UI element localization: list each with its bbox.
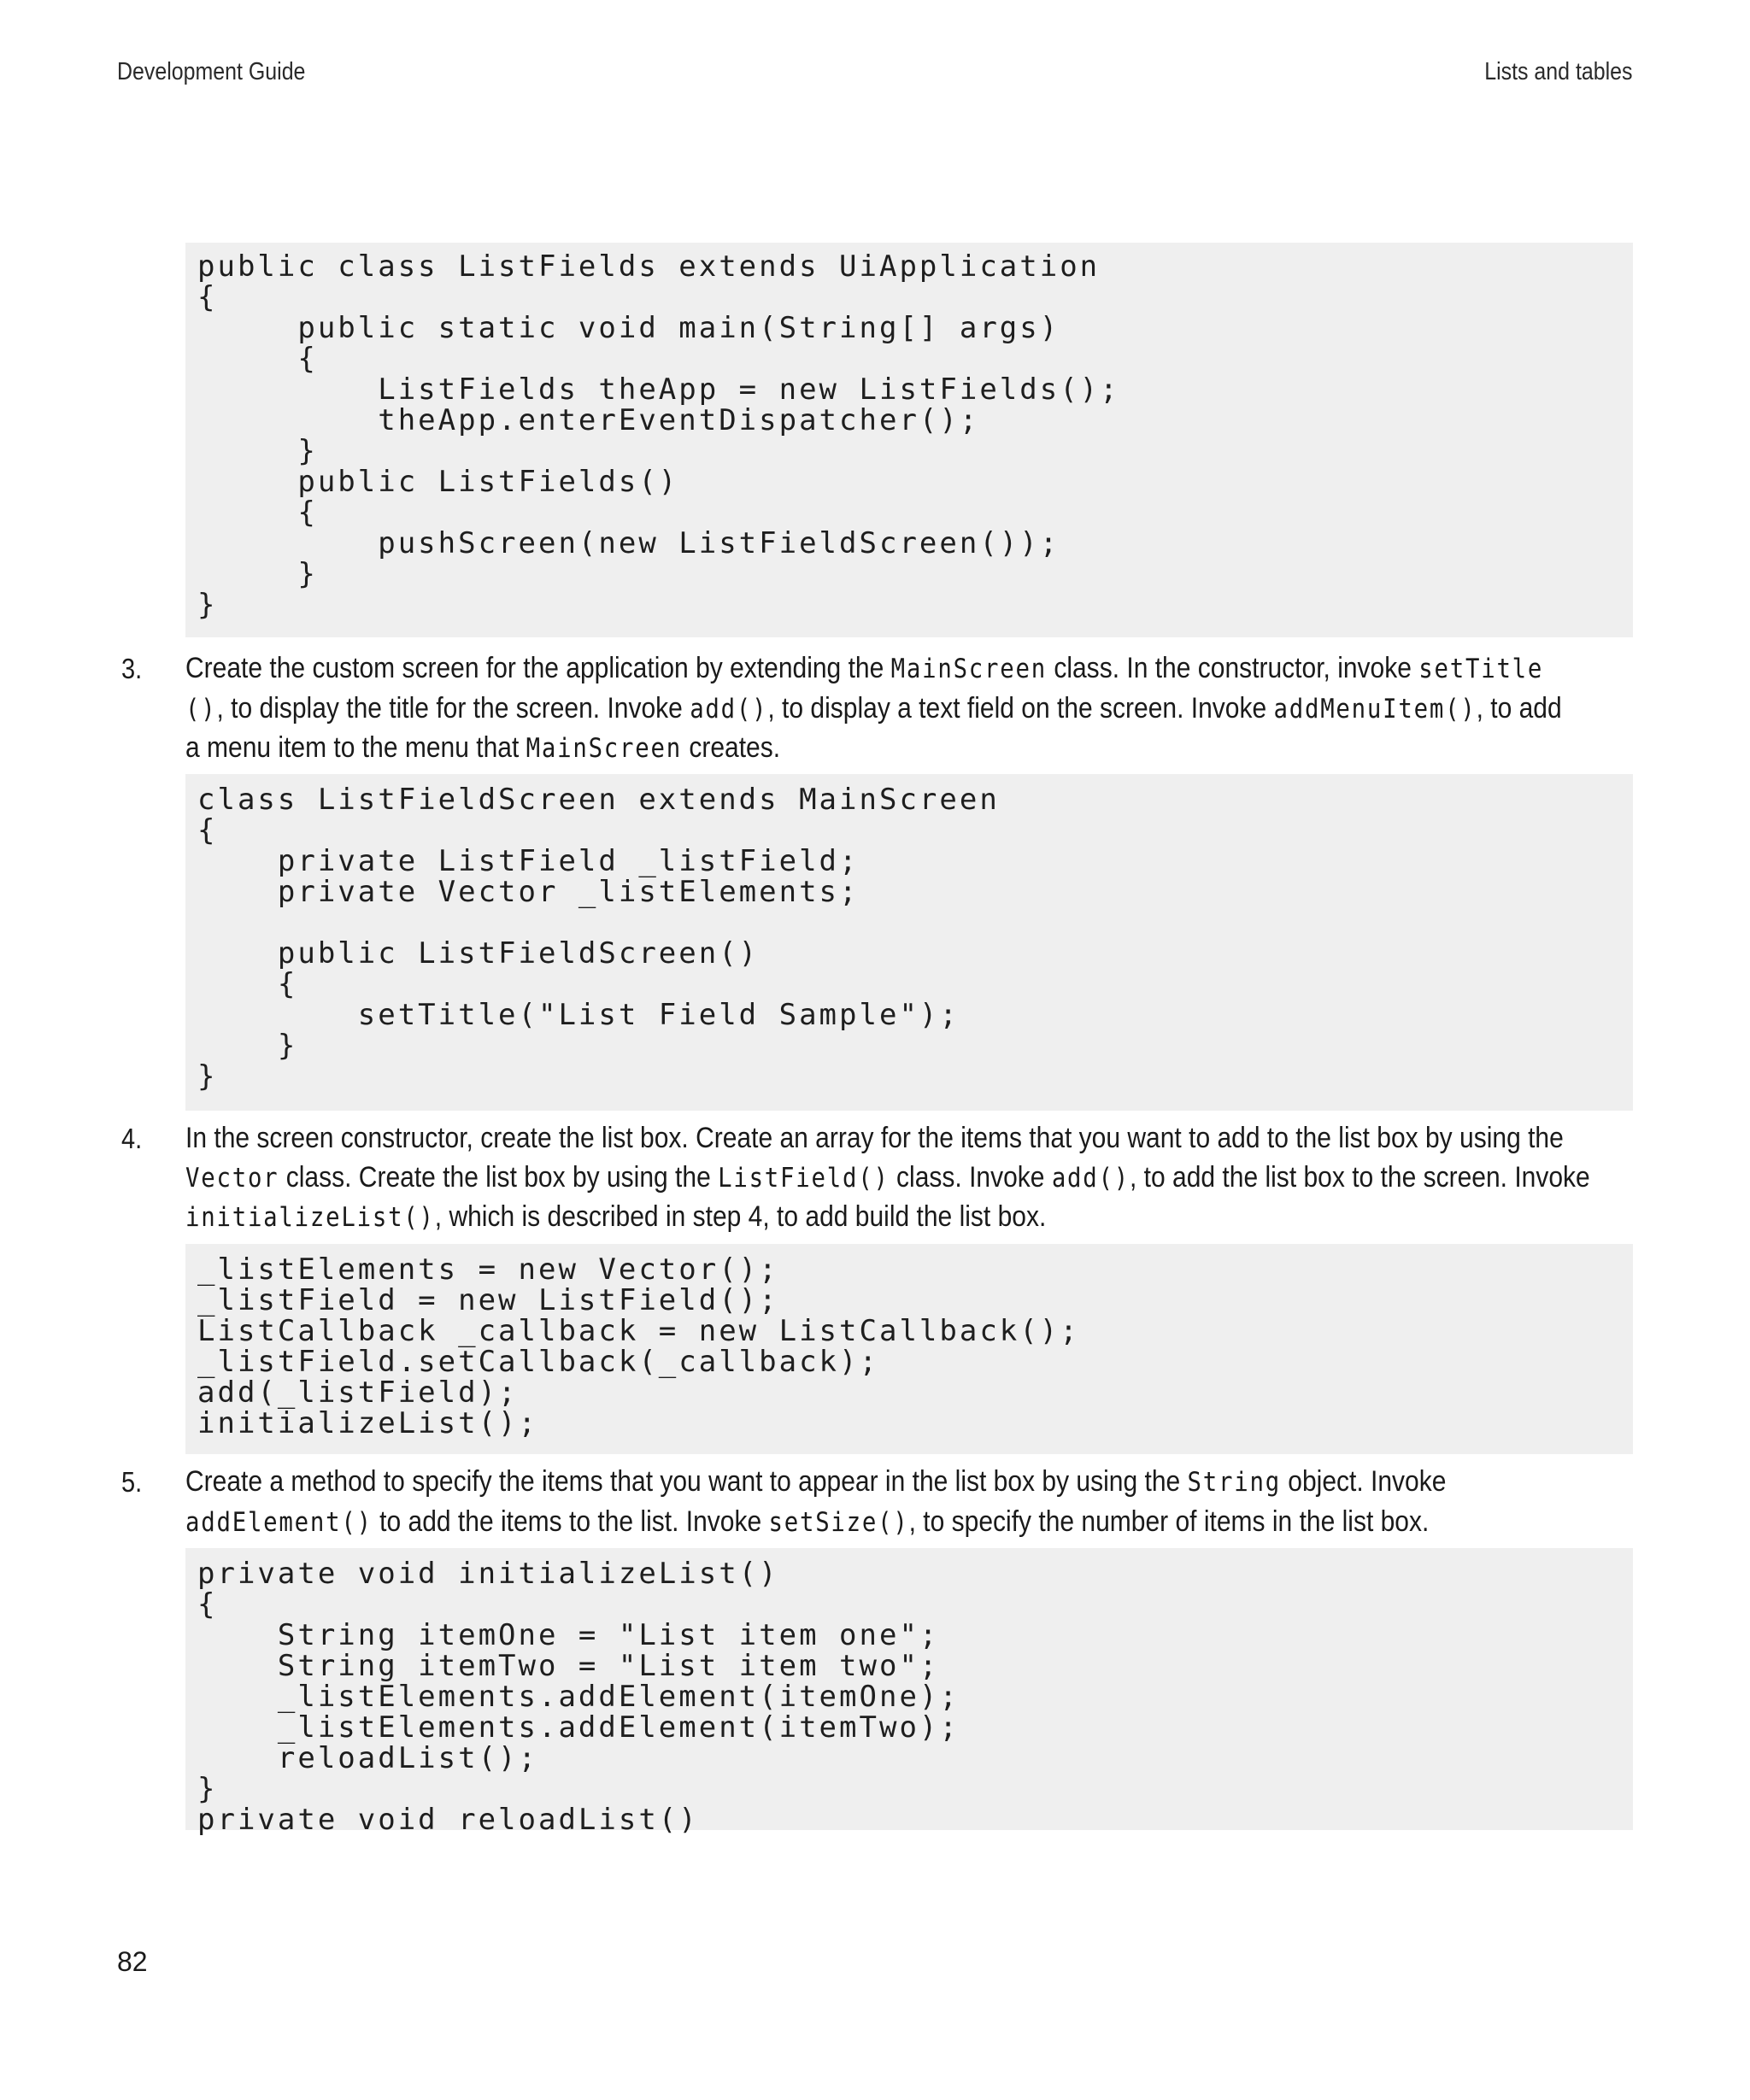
text-run: , which is described in step 4, to add build the list box. — [434, 1200, 1047, 1233]
text-run: class. In the constructor, invoke — [1046, 652, 1419, 684]
code-line: { — [197, 496, 318, 530]
code-line: { — [197, 280, 218, 314]
step-text-line — [185, 729, 1633, 769]
code-line: add(_listField); — [197, 1376, 519, 1410]
code-line: { — [197, 967, 298, 1001]
text-run: a menu item to the menu that — [185, 731, 526, 764]
code-line: theApp.enterEventDispatcher(); — [197, 403, 980, 437]
inline-code: ListField() — [718, 1162, 890, 1194]
step-text-line — [185, 1463, 1633, 1503]
step-text — [185, 649, 1633, 769]
step-text-line — [185, 1159, 1633, 1199]
code-line: pushScreen(new ListFieldScreen()); — [197, 526, 1060, 560]
inline-code: MainScreen — [890, 654, 1047, 684]
step-text — [185, 1463, 1633, 1542]
code-block-initializelist — [185, 1548, 1633, 1837]
code-line: reloadList(); — [197, 1741, 538, 1775]
text-run: In the screen constructor, create the list box. Create an array for the items that you want to add to the list box by using the — [185, 1122, 1564, 1154]
step-number: 3. — [121, 653, 143, 684]
code-line: private Vector _listElements; — [197, 875, 860, 909]
inline-code: add() — [1051, 1162, 1130, 1194]
code-line: String itemTwo = "List item two"; — [197, 1649, 940, 1683]
text-run: , to display the title for the screen. Invoke — [216, 691, 690, 724]
text-run: , to add the list box to the screen. Invoke — [1130, 1160, 1590, 1194]
inline-code: add() — [690, 693, 768, 724]
code-line: { — [197, 342, 318, 376]
code-line: public static void main(String[] args) — [197, 311, 1060, 345]
code-line: private ListField _listField; — [197, 844, 860, 878]
inline-code: Vector — [185, 1162, 279, 1194]
inline-code: addMenuItem() — [1273, 693, 1477, 724]
code-block-listfieldscreen — [185, 774, 1633, 1111]
code-line: class ListFieldScreen extends MainScreen — [197, 783, 1000, 817]
code-line — [197, 907, 1633, 938]
code-line: String itemOne = "List item one"; — [197, 1618, 940, 1652]
text-run: , to display a text field on the screen. Invoke — [767, 691, 1274, 724]
running-header-section: Lists and tables — [1484, 58, 1633, 85]
inline-code: MainScreen — [526, 733, 682, 764]
code-line: private void reloadList() — [197, 1803, 699, 1837]
step-text-line — [185, 689, 1633, 730]
inline-code: () — [185, 693, 217, 724]
text-run: Create the custom screen for the application by extending the — [185, 652, 891, 684]
text-run: class. Invoke — [889, 1160, 1052, 1194]
step-text-line — [185, 1119, 1633, 1159]
code-line: setTitle("List Field Sample"); — [197, 998, 960, 1032]
code-line: ListCallback _callback = new ListCallback(); — [197, 1314, 1080, 1348]
page-number: 82 — [117, 1946, 148, 1977]
step-text-line — [185, 649, 1633, 689]
running-header-title: Development Guide — [117, 58, 306, 85]
code-line: _listElements = new Vector(); — [197, 1252, 779, 1287]
code-line: public class ListFields extends UiApplication — [197, 249, 1101, 284]
text-run: object. Invoke — [1280, 1465, 1447, 1498]
inline-code: String — [1187, 1467, 1281, 1498]
code-line: { — [197, 1587, 218, 1622]
code-line: } — [197, 1029, 298, 1063]
inline-code: setSize() — [768, 1506, 909, 1538]
step-number: 5. — [121, 1466, 143, 1498]
code-block-listfields — [185, 243, 1633, 637]
inline-code: setTitle — [1418, 654, 1544, 684]
code-line: } — [197, 557, 318, 591]
code-line: _listElements.addElement(itemTwo); — [197, 1710, 960, 1745]
text-run: class. Create the list box by using the — [279, 1160, 719, 1194]
step-text — [185, 1119, 1633, 1238]
code-line: public ListFields() — [197, 465, 679, 499]
code-block-list-setup — [185, 1244, 1633, 1454]
code-line: { — [197, 813, 218, 848]
inline-code: addElement() — [185, 1506, 373, 1538]
code-line: _listField.setCallback(_callback); — [197, 1345, 879, 1379]
code-line: public ListFieldScreen() — [197, 936, 760, 971]
code-line: _listField = new ListField(); — [197, 1283, 779, 1317]
step-text-line — [185, 1503, 1633, 1543]
text-run: to add the items to the list. Invoke — [372, 1505, 769, 1538]
code-line: private void initializeList() — [197, 1557, 779, 1591]
code-line: } — [197, 1059, 218, 1094]
code-line: ListFields theApp = new ListFields(); — [197, 372, 1120, 407]
inline-code: initializeList() — [185, 1202, 435, 1233]
text-run: , to specify the number of items in the list box. — [908, 1505, 1430, 1538]
code-line: _listElements.addElement(itemOne); — [197, 1680, 960, 1714]
text-run: , to add — [1476, 691, 1562, 724]
text-run: Create a method to specify the items that you want to appear in the list box by using the — [185, 1465, 1188, 1498]
code-line: } — [197, 588, 218, 622]
step-text-line — [185, 1198, 1633, 1238]
code-line: } — [197, 434, 318, 468]
step-number: 4. — [121, 1123, 143, 1154]
code-line: initializeList(); — [197, 1406, 538, 1440]
code-line: } — [197, 1772, 218, 1806]
text-run: creates. — [681, 731, 781, 764]
